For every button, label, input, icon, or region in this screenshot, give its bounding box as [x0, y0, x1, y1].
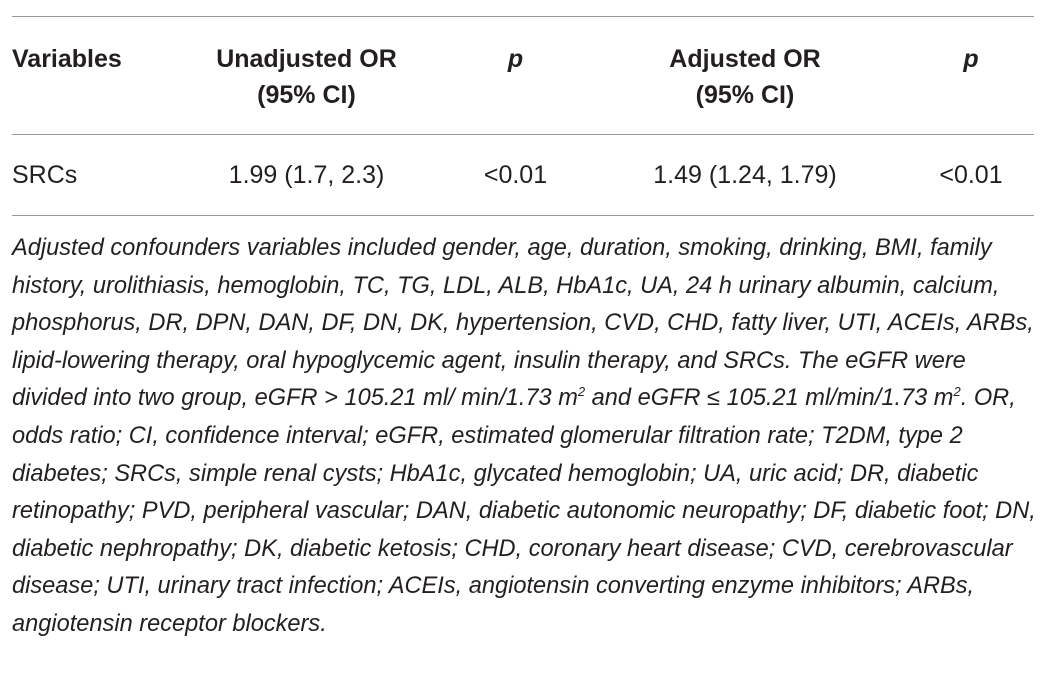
- cell-adjusted-or: 1.49 (1.24, 1.79): [653, 161, 837, 189]
- table-row: [12, 135, 1034, 215]
- table-footnote: [12, 230, 1042, 644]
- cell-p-adjusted: <0.01: [939, 161, 1003, 189]
- header-variables-label: Variables: [12, 45, 122, 73]
- header-unadjusted-or: [164, 41, 449, 113]
- header-unadjusted-or-line1: Unadjusted OR: [216, 45, 397, 73]
- header-adjusted-or-line1: Adjusted OR: [669, 45, 821, 73]
- header-p-unadjusted-label: p: [507, 45, 524, 73]
- header-p-adjusted: [908, 41, 1034, 77]
- table-header-row: [12, 17, 1034, 134]
- cell-unadjusted-or: 1.99 (1.7, 2.3): [228, 161, 385, 189]
- header-unadjusted-or-line2: (95% CI): [257, 81, 356, 109]
- header-adjusted-or: [582, 41, 908, 113]
- footnote-superscript-2: 2: [953, 384, 961, 400]
- odds-ratio-table: [12, 16, 1034, 216]
- footnote-text-part1: Adjusted confounders variables included gender, age, duration, smoking, drinking, BMI, family history, urolithiasis, hemoglobin, TC, TG, LDL, ALB, HbA1c, UA, 24 h urinary albumin, calcium, phosphorus, DR, DPN, DAN, DF, DN, DK, hypertension, CVD, CHD, fatty liver, UTI, ACEIs, ARBs, lipid-lowering therapy, oral hypoglycemic agent, insulin therapy, and SRCs. The eGFR were divided into two group, eGFR > 105.21 ml/ min/1.73 m: [12, 235, 1034, 412]
- footnote-superscript-1: 2: [577, 384, 586, 400]
- header-adjusted-or-line2: (95% CI): [695, 81, 795, 109]
- header-variables: [12, 41, 164, 77]
- footnote-text-part2: and eGFR ≤ 105.21 ml/min/1.73 m: [585, 385, 954, 412]
- cell-p-unadjusted: <0.01: [483, 161, 548, 189]
- table-bottom-rule: [12, 215, 1034, 216]
- footnote-text-part3: . OR, odds ratio; CI, confidence interval; eGFR, estimated glomerular filtration rate; T2DM, type 2 diabetes; SRCs, simple renal cysts; HbA1c, glycated hemoglobin; UA, uric acid; DR, diabetic retinopathy; PVD, peripheral vascular; DAN, diabetic autonomic neuropathy; DF, diabetic foot; DN, diabetic nephropathy; DK, diabetic ketosis; CHD, coronary heart disease; CVD, cerebrovascular disease; UTI, urinary tract infection; ACEIs, angiotensin converting enzyme inhibitors; ARBs, angiotensin receptor blockers.: [12, 385, 1036, 637]
- header-p-adjusted-label: p: [963, 45, 979, 73]
- header-p-unadjusted: [449, 41, 582, 77]
- cell-variable: SRCs: [12, 161, 78, 189]
